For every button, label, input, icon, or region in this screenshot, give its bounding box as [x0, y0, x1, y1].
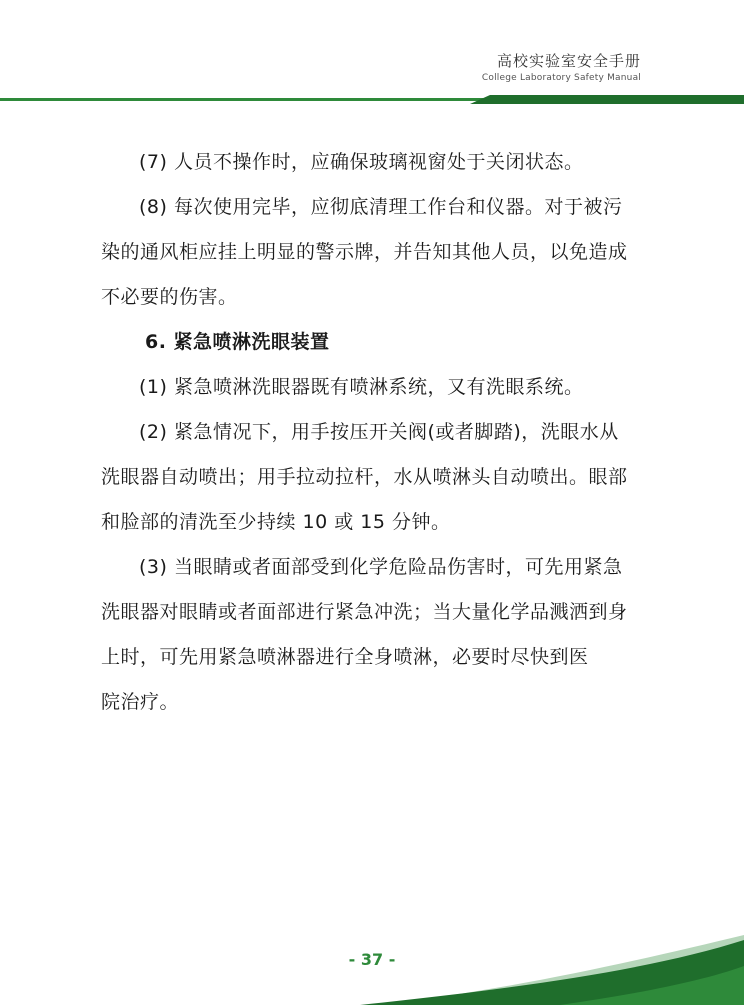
manual-title: 高校实验室安全手册 — [496, 52, 641, 70]
page-number: - 37 - — [348, 950, 396, 969]
paragraph-2 — [101, 410, 641, 545]
paragraph-1 — [101, 365, 641, 410]
paragraph-7 — [101, 140, 641, 185]
paragraph-line: (7) 人员不操作时，应确保玻璃视窗处于关闭状态。 — [139, 151, 584, 173]
paragraph-line: 上时，可先用紧急喷淋器进行全身喷淋，必要时尽快到医 — [101, 646, 589, 668]
header-rule — [0, 94, 744, 106]
section-heading-6 — [101, 320, 641, 365]
paragraph-line: (8) 每次使用完毕，应彻底清理工作台和仪器。对于被污 — [139, 196, 623, 218]
paragraph-line: 院治疗。 — [101, 691, 180, 713]
manual-subtitle: College Laboratory Safety Manual — [481, 73, 641, 83]
paragraph-line: 和脸部的清洗至少持续 10 或 15 分钟。 — [101, 511, 451, 533]
paragraph-line: 洗眼器自动喷出；用手拉动拉杆，水从喷淋头自动喷出。眼部 — [101, 466, 628, 488]
paragraph-line: (2) 紧急情况下，用手按压开关阀(或者脚踏)，洗眼水从 — [139, 421, 619, 443]
section-heading: 6. 紧急喷淋洗眼装置 — [145, 331, 330, 353]
paragraph-line: 洗眼器对眼睛或者面部进行紧急冲洗；当大量化学品溅洒到身 — [101, 601, 628, 623]
paragraph-line: 染的通风柜应挂上明显的警示牌，并告知其他人员，以免造成 — [101, 241, 628, 263]
paragraph-3 — [101, 545, 641, 725]
document-body — [101, 140, 641, 725]
paragraph-line: (3) 当眼睛或者面部受到化学危险品伤害时，可先用紧急 — [139, 556, 623, 578]
paragraph-line: (1) 紧急喷淋洗眼器既有喷淋系统，又有洗眼系统。 — [139, 376, 584, 398]
paragraph-8 — [101, 185, 641, 320]
paragraph-line: 不必要的伤害。 — [101, 286, 238, 308]
